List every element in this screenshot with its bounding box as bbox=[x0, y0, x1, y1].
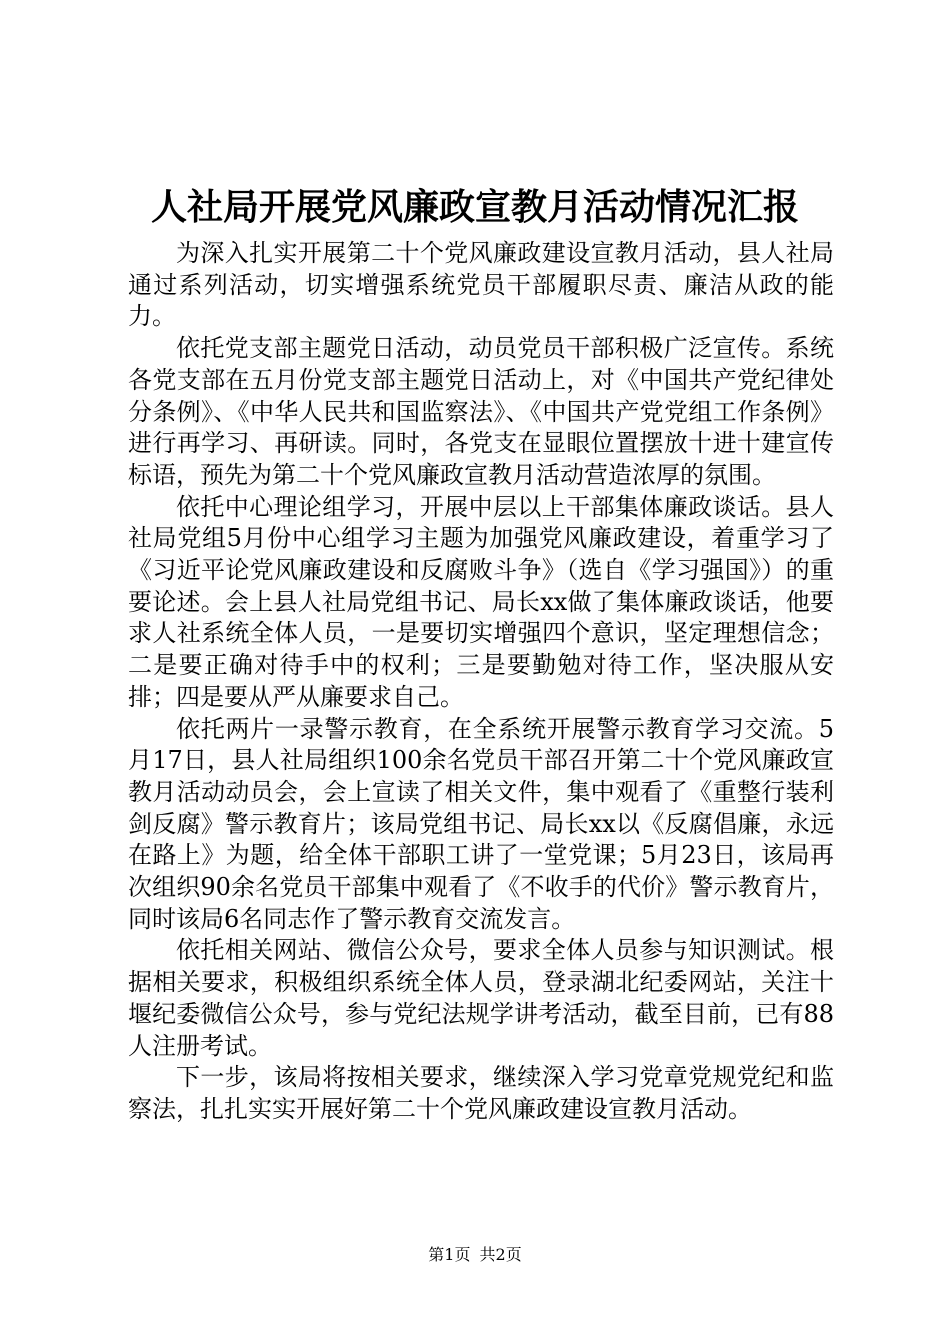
paragraph-intro: 为深入扎实开展第二十个党风廉政建设宣教月活动，县人社局通过系列活动，切实增强系统党员干部履职尽责、廉洁从政的能力。 bbox=[128, 239, 834, 331]
paragraph-knowledge-test: 依托相关网站、微信公众号，要求全体人员参与知识测试。根据相关要求，积极组织系统全体人员，登录湖北纪委网站，关注十堰纪委微信公众号，参与党纪法规学讲考活动，截至目前，已有88人注册考试。 bbox=[128, 936, 834, 1060]
page-number: 第1页 bbox=[428, 1245, 471, 1264]
paragraph-party-day: 依托党支部主题党日活动，动员党员干部积极广泛宣传。系统各党支部在五月份党支部主题党日活动上，对《中国共产党纪律处分条例》、《中华人民共和国监察法》、《中国共产党党组工作条例》进行再学习、再研读。同时，各党支在显眼位置摆放十进十建宣传标语，预先为第二十个党风廉政宣教月活动营造浓厚的氛围。 bbox=[128, 334, 834, 489]
paragraph-theory-study: 依托中心理论组学习，开展中层以上干部集体廉政谈话。县人社局党组5月份中心组学习主题为加强党风廉政建设，着重学习了《习近平论党风廉政建设和反腐败斗争》（选自《学习强国》）的重要论述。会上县人社局党组书记、局长xx做了集体廉政谈话，他要求人社系统全体人员，一是要切实增强四个意识，坚定理想信念；二是要正确对待手中的权利；三是要勤勉对待工作，坚决服从安排；四是要从严从廉要求自己。 bbox=[128, 492, 834, 711]
paragraph-warning-education: 依托两片一录警示教育，在全系统开展警示教育学习交流。5月17日，县人社局组织100余名党员干部召开第二十个党风廉政宣教月活动动员会，会上宣读了相关文件，集中观看了《重整行装利剑反腐》警示教育片；该局党组书记、局长xx以《反腐倡廉，永远在路上》为题，给全体干部职工讲了一堂党课；5月23日，该局再次组织90余名党员干部集中观看了《不收手的代价》警示教育片，同时该局6名同志作了警示教育交流发言。 bbox=[128, 714, 834, 933]
paragraph-next-step: 下一步，该局将按相关要求，继续深入学习党章党规党纪和监察法，扎扎实实开展好第二十个党风廉政建设宣教月活动。 bbox=[128, 1063, 834, 1123]
page-footer bbox=[0, 1244, 950, 1266]
document-title: 人社局开展党风廉政宣教月活动情况汇报 bbox=[150, 186, 799, 228]
document-body bbox=[128, 238, 834, 1126]
page-total: 共2页 bbox=[479, 1245, 522, 1264]
